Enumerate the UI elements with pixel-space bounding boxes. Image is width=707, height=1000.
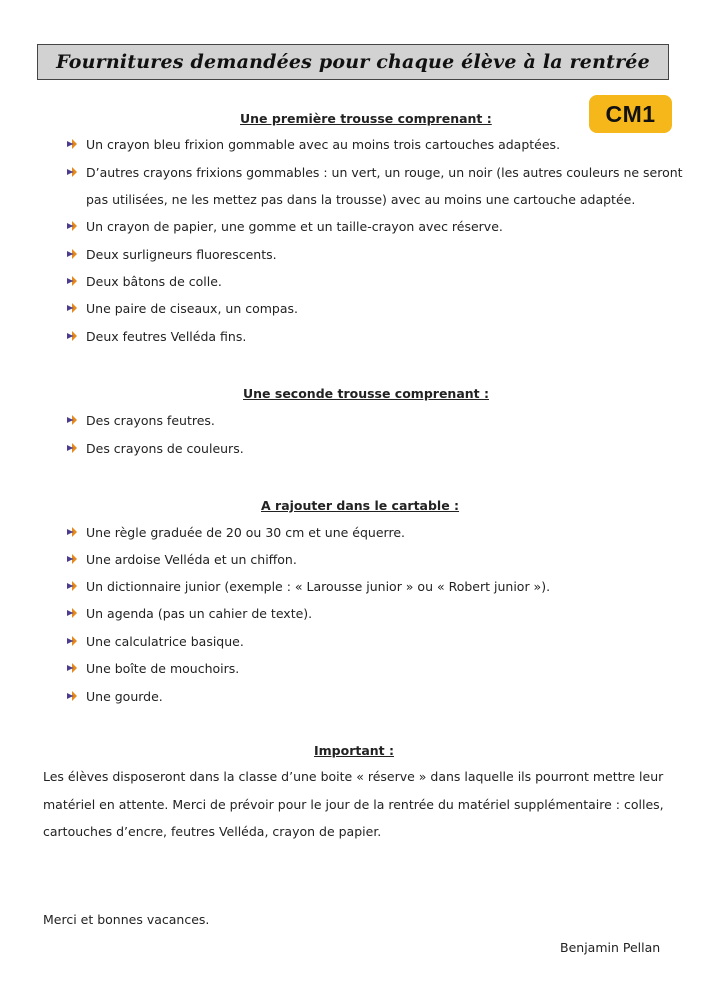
list-item: Une calculatrice basique.: [66, 634, 244, 650]
class-badge: [589, 95, 672, 133]
arrow-bullet-icon: [66, 607, 78, 619]
list-item: Des crayons feutres.: [66, 413, 215, 429]
section-heading-second-pencil-case: Une seconde trousse comprenant :: [243, 386, 489, 401]
arrow-bullet-icon: [66, 302, 78, 314]
important-paragraph-line: Les élèves disposeront dans la classe d’une boite « réserve » dans laquelle ils pourront mettre leur: [43, 769, 664, 784]
section-heading-important: Important :: [314, 743, 395, 758]
list-item: Une boîte de mouchoirs.: [66, 661, 239, 677]
arrow-bullet-icon: [66, 553, 78, 565]
arrow-bullet-icon: [66, 526, 78, 538]
list-item: Une ardoise Velléda et un chiffon.: [66, 552, 297, 568]
arrow-bullet-icon: [66, 414, 78, 426]
signature: Benjamin Pellan: [560, 940, 661, 955]
arrow-bullet-icon: [66, 166, 78, 178]
important-paragraph-line: matériel en attente. Merci de prévoir pour le jour de la rentrée du matériel supplémentaire : colles,: [43, 797, 664, 812]
arrow-bullet-icon: [66, 580, 78, 592]
arrow-bullet-icon: [66, 690, 78, 702]
list-item: Un crayon de papier, une gomme et un taille-crayon avec réserve.: [66, 219, 503, 235]
arrow-bullet-icon: [66, 138, 78, 150]
arrow-bullet-icon: [66, 330, 78, 342]
list-item: Une gourde.: [66, 689, 163, 705]
section-heading-first-pencil-case: Une première trousse comprenant :: [240, 111, 492, 126]
closing-text: Merci et bonnes vacances.: [43, 912, 210, 927]
list-item: Un crayon bleu frixion gommable avec au moins trois cartouches adaptées.: [66, 137, 560, 153]
list-item: Deux feutres Velléda fins.: [66, 329, 246, 345]
list-item: Deux bâtons de colle.: [66, 274, 222, 290]
arrow-bullet-icon: [66, 248, 78, 260]
arrow-bullet-icon: [66, 662, 78, 674]
list-item: D’autres crayons frixions gommables : un vert, un rouge, un noir (les autres couleurs ne seront: [66, 165, 683, 181]
title-box: [37, 44, 669, 80]
arrow-bullet-icon: [66, 275, 78, 287]
list-item: Des crayons de couleurs.: [66, 441, 244, 457]
page-title: Fournitures demandées pour chaque élève à la rentrée: [56, 51, 650, 73]
arrow-bullet-icon: [66, 635, 78, 647]
class-badge-label: CM1: [605, 100, 656, 127]
list-item: Un dictionnaire junior (exemple : « Larousse junior » ou « Robert junior »).: [66, 579, 550, 595]
section-heading-schoolbag: A rajouter dans le cartable :: [261, 498, 460, 513]
list-item: Une règle graduée de 20 ou 30 cm et une équerre.: [66, 525, 405, 541]
list-item: Une paire de ciseaux, un compas.: [66, 301, 298, 317]
list-item-continuation: pas utilisées, ne les mettez pas dans la trousse) avec au moins une cartouche adaptée.: [86, 192, 636, 207]
arrow-bullet-icon: [66, 442, 78, 454]
list-item: Deux surligneurs fluorescents.: [66, 247, 277, 263]
list-item: Un agenda (pas un cahier de texte).: [66, 606, 312, 622]
arrow-bullet-icon: [66, 220, 78, 232]
important-paragraph-line: cartouches d’encre, feutres Velléda, crayon de papier.: [43, 824, 382, 839]
